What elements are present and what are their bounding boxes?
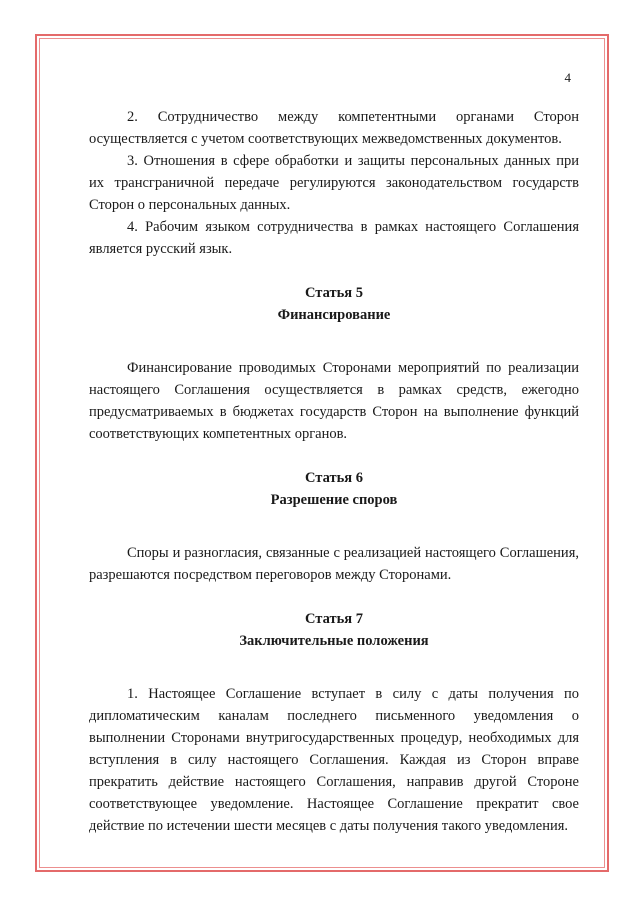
paragraph-financing: Финансирование проводимых Сторонами мероприятий по реализации настоящего Соглашения осуществляется в рамках средств, ежегодно предусматриваемых в бюджетах государств Сторон на выполнение функций соответствующих компетентных органов. <box>89 360 579 442</box>
article-5-number: Статья 5 <box>305 285 363 301</box>
paragraph-entry-into-force: 1. Настоящее Соглашение вступает в силу с даты получения по дипломатическим каналам последнего письменного уведомления о выполнении Сторонами внутригосударственных процедур, необходимых для вступления в силу настоящего Соглашения. Каждая из Сторон вправе прекратить действие настоящего Соглашения, направив другой Стороне соответствующее уведомление. Настоящее Соглашение прекратит свое действие по истечении шести месяцев с даты получения такого уведомления. <box>89 686 579 834</box>
page-number: 4 <box>564 70 571 85</box>
article-5-title: Финансирование <box>277 307 391 323</box>
paragraph-personal-data: 3. Отношения в сфере обработки и защиты персональных данных при их трансграничной передаче регулируются законодательством государств Сторон о персональных данных. <box>89 153 579 213</box>
paragraph-disputes: Споры и разногласия, связанные с реализацией настоящего Соглашения, разрешаются посредством переговоров между Сторонами. <box>89 545 579 583</box>
paragraph-working-language: 4. Рабочим языком сотрудничества в рамках настоящего Соглашения является русский язык. <box>89 219 579 257</box>
article-7-title: Заключительные положения <box>239 633 429 649</box>
paragraph-cooperation-documents: 2. Сотрудничество между компетентными органами Сторон осуществляется с учетом соответствующих межведомственных документов. <box>89 109 579 147</box>
article-6-title: Разрешение споров <box>270 492 398 508</box>
article-6-number: Статья 6 <box>305 470 363 486</box>
document-body <box>89 106 579 837</box>
article-7-number: Статья 7 <box>305 611 363 627</box>
